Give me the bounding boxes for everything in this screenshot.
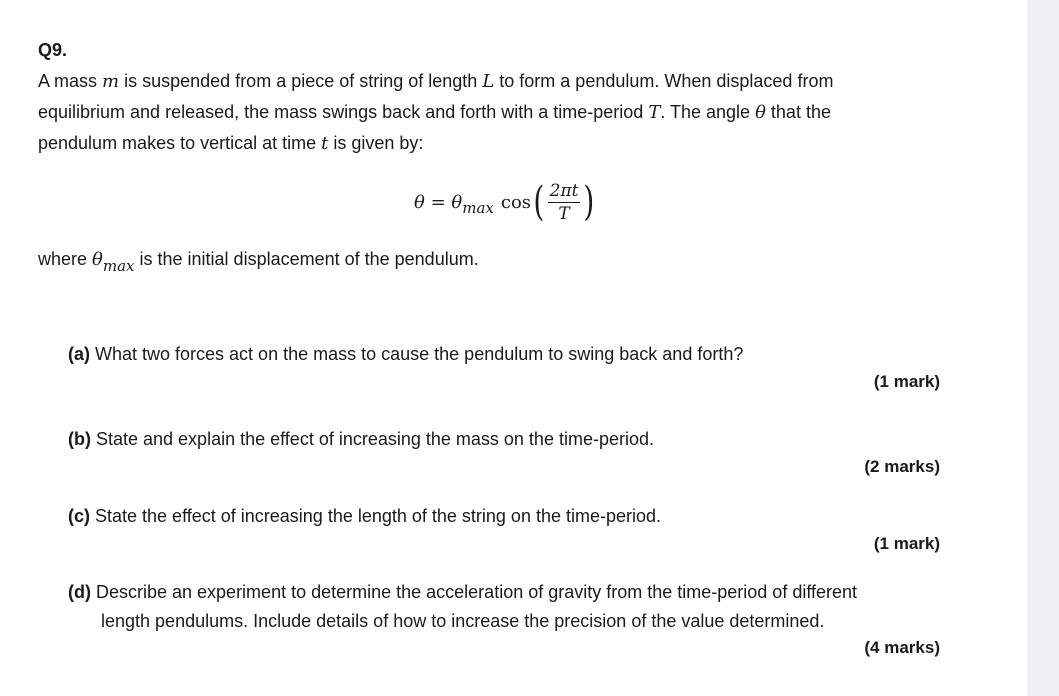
part-d bbox=[68, 578, 968, 636]
part-a-marks: (1 mark) bbox=[873, 372, 940, 391]
var-L: L bbox=[482, 71, 495, 92]
part-c-marks: (1 mark) bbox=[873, 534, 940, 553]
part-d-label: (d) bbox=[68, 582, 91, 602]
part-c-text: State the effect of increasing the length of the string on the time-period. bbox=[90, 506, 662, 526]
formula-numerator: 2πt bbox=[549, 180, 579, 201]
intro-text: . The angle bbox=[660, 102, 756, 122]
formula-denominator: T bbox=[558, 203, 570, 224]
formula-lhs: θ bbox=[414, 191, 425, 213]
where-subscript: max bbox=[102, 257, 135, 275]
part-b-label: (b) bbox=[68, 429, 91, 449]
where-text: is the initial displacement of the pendulum. bbox=[134, 249, 479, 269]
where-theta: θ bbox=[92, 249, 103, 270]
part-d-text-line2: length pendulums. Include details of how to increase the precision of the value determined. bbox=[101, 611, 825, 631]
intro-text: A mass bbox=[38, 71, 103, 91]
part-c bbox=[68, 502, 661, 531]
formula-subscript: max bbox=[462, 199, 494, 217]
formula-close-paren: ) bbox=[583, 179, 595, 225]
formula-theta: θ bbox=[451, 191, 463, 213]
part-c-label: (c) bbox=[68, 506, 90, 526]
part-a-label: (a) bbox=[68, 344, 90, 364]
formula-equals: = bbox=[424, 191, 452, 213]
formula-fraction bbox=[548, 181, 581, 224]
var-theta: θ bbox=[755, 102, 766, 123]
formula-cos: cos bbox=[500, 191, 532, 213]
var-m: m bbox=[102, 71, 120, 92]
intro-text: is given by: bbox=[328, 133, 424, 153]
part-d-marks: (4 marks) bbox=[864, 638, 940, 657]
part-d-text-line1: Describe an experiment to determine the acceleration of gravity from the time-period of different bbox=[90, 582, 858, 602]
where-text: where bbox=[38, 249, 93, 269]
question-intro bbox=[38, 66, 938, 159]
part-b bbox=[68, 425, 654, 454]
intro-text: equilibrium and released, the mass swings back and forth with a time-period bbox=[38, 102, 649, 122]
question-number: Q9. bbox=[38, 40, 68, 60]
part-a-text: What two forces act on the mass to cause the pendulum to swing back and forth? bbox=[90, 344, 744, 364]
intro-text: to form a pendulum. When displaced from bbox=[494, 71, 834, 91]
var-t: t bbox=[321, 133, 329, 154]
var-T: T bbox=[648, 102, 661, 123]
intro-text: pendulum makes to vertical at time bbox=[38, 133, 322, 153]
intro-text: is suspended from a piece of string of length bbox=[119, 71, 483, 91]
part-b-text: State and explain the effect of increasing the mass on the time-period. bbox=[90, 429, 654, 449]
formula-explanation bbox=[38, 246, 479, 273]
intro-text: that the bbox=[765, 102, 831, 122]
pendulum-equation bbox=[414, 174, 597, 230]
viewer-margin bbox=[1027, 0, 1059, 696]
formula-open-paren: ( bbox=[533, 179, 545, 225]
part-a bbox=[68, 340, 743, 369]
part-b-marks: (2 marks) bbox=[864, 457, 940, 476]
